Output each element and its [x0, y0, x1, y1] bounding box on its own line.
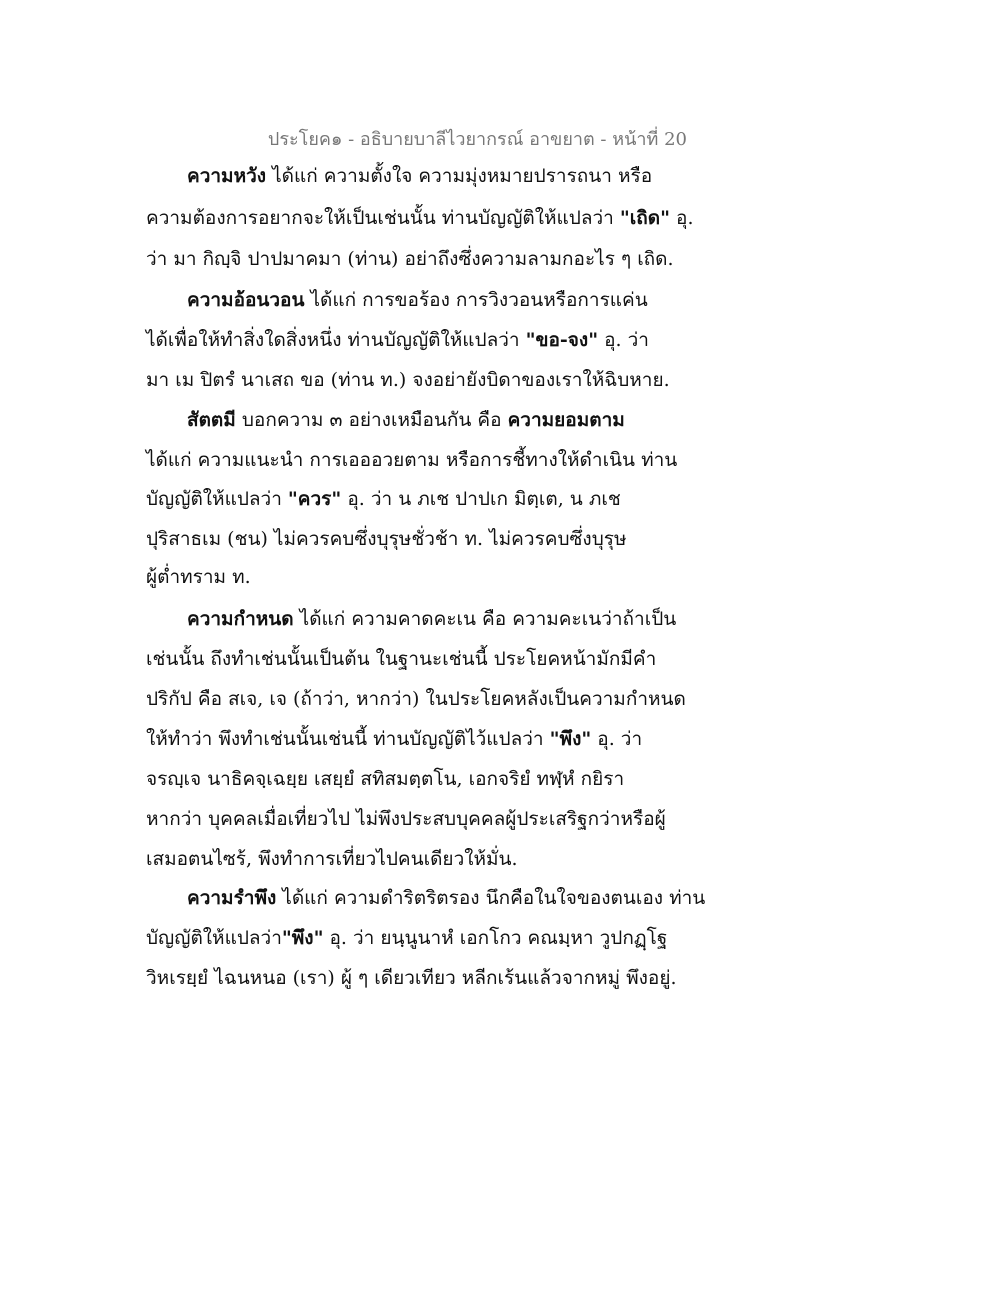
term-heading: ความหวัง: [187, 165, 267, 187]
text-line: วิหเรยฺยํ ไฉนหนอ (เรา) ผู้ ๆ เดียวเทียว หลีกเร้นแล้วจากหมู่ พึงอยู่.: [146, 967, 677, 989]
text-line: เสมอตนไซร้, พึงทำการเที่ยวไปคนเดียวให้มั่น.: [146, 848, 518, 870]
translation-term: "ควร": [287, 488, 342, 510]
term-heading: ความยอมตาม: [507, 409, 625, 431]
term-heading: สัตตมี: [187, 409, 236, 431]
text-line: เช่นนั้น ถึงทำเช่นนั้นเป็นต้น ในฐานะเช่นนี้ ประโยคหน้ามักมีคำ: [146, 648, 657, 670]
text-line: ได้แก่ ความแนะนำ การเอออวยตาม หรือการชี้ทางให้ดำเนิน ท่าน: [146, 449, 678, 471]
text-line: ความรำพึง ได้แก่ ความดำริตริตรอง นึกคือในใจของตนเอง ท่าน: [187, 887, 706, 909]
translation-term: "พึง": [549, 728, 592, 750]
text-line: ว่า มา กิญฺจิ ปาปมาคมา (ท่าน) อย่าถึงซึ่งความลามกอะไร ๆ เถิด.: [146, 248, 674, 270]
text-line: ได้เพื่อให้ทำสิ่งใดสิ่งหนึ่ง ท่านบัญญัติให้แปลว่า "ขอ-จง" อุ. ว่า: [146, 329, 649, 351]
text-line: หากว่า บุคคลเมื่อเที่ยวไป ไม่พึงประสบบุคคลผู้ประเสริฐกว่าหรือผู้: [146, 808, 666, 830]
text-line: จรญฺเจ นาธิคจฺเฉยฺย เสยฺยํ สทิสมตฺตโน, เอกจริยํ ทฬฺหํ กยิรา: [146, 768, 625, 790]
term-heading: ความอ้อนวอน: [187, 289, 305, 311]
text-line: มา เม ปิตรํ นาเสถ ขอ (ท่าน ท.) จงอย่ายังบิดาของเราให้ฉิบหาย.: [146, 369, 670, 391]
text-line: ความอ้อนวอน ได้แก่ การขอร้อง การวิงวอนหรือการแค่น: [187, 289, 648, 311]
text-line: บัญญัติให้แปลว่า "ควร" อุ. ว่า น ภเช ปาปเก มิตฺเต, น ภเช: [146, 488, 621, 510]
term-heading: ความรำพึง: [187, 887, 277, 909]
text-line: บัญญัติให้แปลว่า"พึง" อุ. ว่า ยนฺนูนาหํ เอกโกว คณมฺหา วูปกฏฺโฐ: [146, 927, 668, 949]
text-line: ผู้ต่ำทราม ท.: [146, 566, 251, 588]
text-line: ให้ทำว่า พึงทำเช่นนั้นเช่นนี้ ท่านบัญญัติไว้แปลว่า "พึง" อุ. ว่า: [146, 728, 643, 750]
translation-term: "พึง": [281, 927, 324, 949]
translation-term: "เถิด": [619, 207, 670, 229]
text-line: ความกำหนด ได้แก่ ความคาดคะเน คือ ความคะเนว่าถ้าเป็น: [187, 608, 677, 630]
text-line: ปุริสาธเม (ชน) ไม่ควรคบซึ่งบุรุษชั่วช้า ท. ไม่ควรคบซึ่งบุรุษ: [146, 528, 627, 550]
text-line: ความหวัง ได้แก่ ความตั้งใจ ความมุ่งหมายปรารถนา หรือ: [187, 165, 653, 187]
text-line: สัตตมี บอกความ ๓ อย่างเหมือนกัน คือ ความยอมตาม: [187, 409, 625, 431]
text-line: ปริกัป คือ สเจ, เจ (ถ้าว่า, หากว่า) ในประโยคหลังเป็นความกำหนด: [146, 688, 686, 710]
translation-term: "ขอ-จง": [525, 329, 599, 351]
page-header: ประโยค๑ - อธิบายบาลีไวยากรณ์ อาขยาต - หน้าที่ 20: [267, 129, 687, 150]
text-line: ความต้องการอยากจะให้เป็นเช่นนั้น ท่านบัญญัติให้แปลว่า "เถิด" อุ.: [146, 207, 694, 229]
term-heading: ความกำหนด: [187, 608, 294, 630]
